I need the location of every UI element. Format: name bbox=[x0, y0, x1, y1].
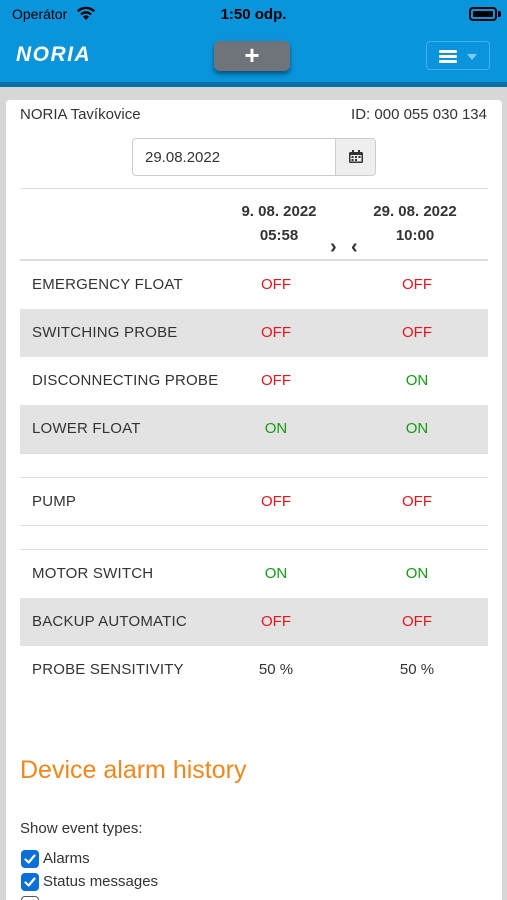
table-row bbox=[20, 478, 488, 526]
table-row bbox=[20, 261, 488, 309]
battery-cap bbox=[498, 11, 501, 17]
row-value-1: 50 % bbox=[258, 661, 294, 678]
column-header-1 bbox=[214, 200, 344, 248]
column-1-time: 05:58 bbox=[259, 227, 299, 244]
device-id: ID: 000 055 030 134 bbox=[351, 106, 487, 123]
divider bbox=[20, 525, 488, 526]
date-picker bbox=[132, 138, 376, 176]
row-value-1: ON bbox=[264, 565, 288, 582]
table-row bbox=[20, 309, 488, 357]
status-messages-checkbox[interactable] bbox=[21, 873, 39, 891]
table-row bbox=[20, 550, 488, 598]
row-value-2: 50 % bbox=[399, 661, 435, 678]
column-2-date: 29. 08. 2022 bbox=[373, 203, 457, 220]
row-value-1: OFF bbox=[261, 276, 291, 293]
alarms-label: Alarms bbox=[43, 850, 90, 867]
status-bar bbox=[0, 0, 507, 30]
clock: 1:50 odp. bbox=[220, 6, 287, 23]
alarm-history-title: Device alarm history bbox=[20, 756, 247, 784]
menu-button[interactable] bbox=[426, 41, 490, 70]
prev-arrow-icon[interactable]: ‹ bbox=[351, 236, 358, 258]
column-2-time: 10:00 bbox=[395, 227, 435, 244]
row-label: EMERGENCY FLOAT bbox=[32, 276, 183, 293]
row-label: SWITCHING PROBE bbox=[32, 324, 178, 341]
table-row bbox=[20, 405, 488, 453]
row-value-1: OFF bbox=[261, 493, 291, 510]
row-label: LOWER FLOAT bbox=[32, 420, 141, 437]
column-header-2 bbox=[350, 200, 480, 248]
check-icon bbox=[23, 852, 37, 866]
caret-down-icon bbox=[467, 54, 477, 60]
row-value-2: ON bbox=[405, 372, 429, 389]
row-value-2: OFF bbox=[402, 493, 432, 510]
divider bbox=[20, 188, 488, 189]
table-row bbox=[20, 646, 488, 694]
add-button[interactable]: + bbox=[214, 41, 290, 71]
row-value-2: OFF bbox=[402, 276, 432, 293]
table-row bbox=[20, 598, 488, 646]
row-label: PUMP bbox=[32, 493, 77, 510]
row-label: MOTOR SWITCH bbox=[32, 565, 154, 582]
hamburger-icon bbox=[439, 50, 457, 63]
device-name: NORIA Tavíkovice bbox=[20, 106, 141, 123]
table-row bbox=[20, 357, 488, 405]
row-value-1: OFF bbox=[261, 372, 291, 389]
row-label: PROBE SENSITIVITY bbox=[32, 661, 184, 678]
row-value-1: OFF bbox=[261, 324, 291, 341]
calendar-icon bbox=[349, 150, 363, 163]
row-value-2: OFF bbox=[402, 324, 432, 341]
carrier-label: Operátor bbox=[12, 6, 68, 22]
row-value-2: ON bbox=[405, 420, 429, 437]
row-value-1: OFF bbox=[261, 613, 291, 630]
row-value-1: ON bbox=[264, 420, 288, 437]
partial-checkbox[interactable] bbox=[21, 896, 39, 900]
row-label: DISCONNECTING PROBE bbox=[32, 372, 219, 389]
row-value-2: OFF bbox=[402, 613, 432, 630]
divider bbox=[20, 453, 488, 454]
event-types-label: Show event types: bbox=[20, 820, 143, 837]
status-messages-label: Status messages bbox=[43, 873, 159, 890]
date-input[interactable] bbox=[133, 139, 337, 175]
next-arrow-icon[interactable]: › bbox=[330, 236, 337, 258]
alarms-checkbox[interactable] bbox=[21, 850, 39, 868]
row-label: BACKUP AUTOMATIC bbox=[32, 613, 187, 630]
noria-logo[interactable]: NORIA bbox=[16, 43, 92, 66]
calendar-button[interactable] bbox=[335, 139, 375, 175]
column-1-date: 9. 08. 2022 bbox=[241, 203, 317, 220]
row-value-2: ON bbox=[405, 565, 429, 582]
battery-icon bbox=[469, 7, 497, 21]
app-header bbox=[0, 30, 507, 82]
check-icon bbox=[23, 875, 37, 889]
